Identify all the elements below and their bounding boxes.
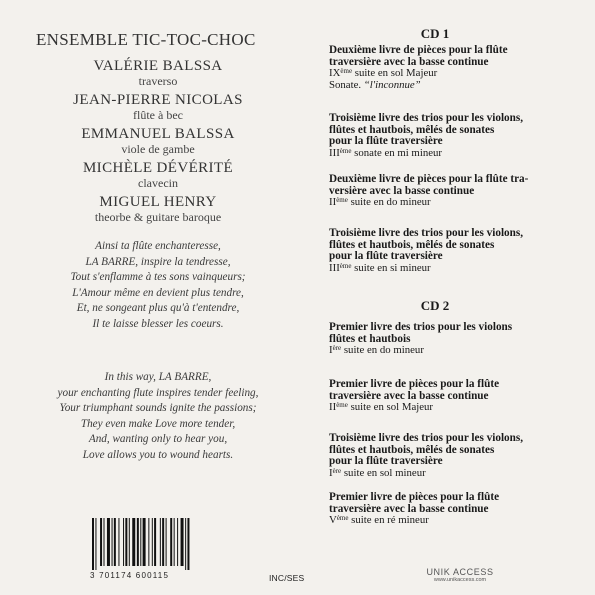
musician-instrument: flûte à bec xyxy=(133,108,183,122)
ordinal-suffix: ème xyxy=(339,146,352,155)
barcode-bar xyxy=(181,518,184,566)
track-detail-line xyxy=(329,515,569,527)
track-title-line: pour la flûte traversière xyxy=(329,250,443,262)
track-detail-text: suite en do mineur xyxy=(341,344,424,356)
track-detail-text: suite en do mineur xyxy=(347,196,431,208)
poem-line: Et, ne songeant plus qu'à t'entendre, xyxy=(76,302,240,314)
track-entry xyxy=(329,45,569,91)
track-entry xyxy=(329,322,569,357)
poem-line: In this way, LA BARRE, xyxy=(104,371,212,383)
musician xyxy=(30,194,286,224)
barcode-bar xyxy=(114,518,116,566)
track-detail-prefix: V xyxy=(329,514,337,526)
track-title-line: Troisième livre des trios pour les violons, xyxy=(329,227,524,239)
musician xyxy=(30,160,286,190)
poem-line: Ainsi ta flûte enchanteresse, xyxy=(95,240,221,252)
unik-access-logo xyxy=(415,567,505,583)
musician-instrument: clavecin xyxy=(138,176,178,190)
track-entry xyxy=(329,492,569,527)
barcode-bars xyxy=(90,518,220,570)
track-detail-prefix: II xyxy=(329,401,337,413)
barcode-bar xyxy=(166,518,167,566)
track-detail-text: suite en si mineur xyxy=(351,261,431,274)
barcode-bar xyxy=(152,518,153,566)
poem-line: Your triumphant sounds ignite the passions; xyxy=(59,402,257,414)
track-detail-prefix: II xyxy=(329,196,337,208)
track-detail-text: suite en sol mineur xyxy=(341,466,426,479)
track-title-line: flûtes et hautbois xyxy=(329,332,411,345)
barcode-number: 3 701174 600115 xyxy=(90,571,170,580)
track-detail-text: suite en ré mineur xyxy=(348,514,429,526)
barcode-bar xyxy=(104,518,105,566)
track-entry xyxy=(329,228,569,274)
barcode-bar xyxy=(92,518,94,570)
track-title-line: traversière avec la basse continue xyxy=(329,55,489,68)
barcode-bar xyxy=(132,518,135,566)
ordinal-suffix: ère xyxy=(332,344,342,352)
track-detail-line xyxy=(329,402,569,414)
musician-name: MICHÈLE DÉVÉRITÉ xyxy=(82,160,234,176)
track-title-line: flûtes et hautbois, mêlés de sonates xyxy=(329,123,495,136)
barcode-bar xyxy=(187,518,189,570)
musician-name: JEAN-PIERRE NICOLAS xyxy=(73,92,243,108)
musician xyxy=(30,92,286,122)
musician-name: MIGUEL HENRY xyxy=(99,194,217,210)
barcode-bar xyxy=(148,518,149,566)
track-detail-text: sonate en mi mineur xyxy=(351,146,443,159)
track-detail-prefix: I xyxy=(329,466,333,479)
ordinal-suffix: ème xyxy=(336,401,348,409)
barcode-bar xyxy=(112,518,113,566)
track-entry xyxy=(329,379,569,414)
track-entry xyxy=(329,433,569,479)
barcode-bar xyxy=(95,518,96,570)
barcode-bar xyxy=(143,518,146,566)
track-title-line: traversière avec la basse continue xyxy=(329,389,489,402)
barcode-bar xyxy=(170,518,172,566)
track-title-line: Premier livre des trios pour les violons xyxy=(329,321,513,333)
track-title-line: flûtes et hautbois, mêlés de sonates xyxy=(329,238,495,251)
track-title-line: pour la flûte traversière xyxy=(329,455,443,467)
track-entry xyxy=(329,113,569,159)
barcode-bar xyxy=(100,518,102,566)
track-title-line: Premier livre de pièces pour la flûte xyxy=(329,378,500,390)
cd1-heading: CD 1 xyxy=(420,26,450,41)
unik-access-url: www.unikaccess.com xyxy=(433,577,487,583)
track-title-line: traversière avec la basse continue xyxy=(329,502,489,515)
barcode-bar xyxy=(185,518,186,570)
track-detail-prefix: III xyxy=(329,261,340,274)
ordinal-suffix: ème xyxy=(336,514,349,522)
barcode-bar xyxy=(160,518,161,566)
musician-list xyxy=(30,58,286,228)
barcode-bar xyxy=(154,518,156,566)
barcode-bar xyxy=(162,518,164,566)
track-title-line: Deuxième livre de pièces pour la flûte tra- xyxy=(329,173,529,185)
ensemble-title: ENSEMBLE TIC-TOC-CHOC xyxy=(36,30,256,49)
poem-line: your enchanting flute inspires tender feeling, xyxy=(57,386,259,399)
track-detail-text: suite en sol Majeur xyxy=(347,401,434,413)
track-detail-line xyxy=(329,345,569,357)
ordinal-suffix: ème xyxy=(339,261,352,270)
track-title-line: flûtes et hautbois, mêlés de sonates xyxy=(329,443,495,456)
track-entry xyxy=(329,174,569,209)
track-title-line: Deuxième livre de pièces pour la flûte xyxy=(329,44,508,56)
inc-ses-logo: INC/SES xyxy=(269,573,305,583)
track-title-line: versière avec la basse continue xyxy=(329,184,475,197)
cd2-heading: CD 2 xyxy=(420,298,450,313)
track-detail-prefix: III xyxy=(329,146,340,159)
poem-english xyxy=(30,370,286,463)
musician-instrument: theorbe & guitare baroque xyxy=(94,210,222,224)
ordinal-suffix: ère xyxy=(332,466,342,475)
barcode-bar xyxy=(123,518,124,566)
barcode-bar xyxy=(174,518,175,566)
track-title-line: Troisième livre des trios pour les violons, xyxy=(329,112,524,124)
barcode-bar xyxy=(140,518,141,566)
track-title-line: Troisième livre des trios pour les violons, xyxy=(329,432,524,444)
barcode-bar xyxy=(107,518,110,566)
barcode-bar xyxy=(118,518,119,566)
musician-name: VALÉRIE BALSSA xyxy=(93,58,223,74)
track-detail-line xyxy=(329,468,569,480)
musician-instrument: traverso xyxy=(138,74,178,88)
ordinal-suffix: ème xyxy=(336,196,348,204)
track-detail-text: suite en sol Majeur xyxy=(352,67,438,79)
track-title-line: pour la flûte traversière xyxy=(329,135,443,147)
poem-french xyxy=(30,239,286,332)
barcode-bar xyxy=(137,518,139,566)
poem-line: Il te laisse blesser les coeurs. xyxy=(92,317,224,330)
musician-instrument: viole de gambe xyxy=(121,142,195,156)
poem-line: L'Amour même en devient plus tendre, xyxy=(72,286,244,299)
musician xyxy=(30,126,286,156)
barcode-bar xyxy=(125,518,127,566)
barcode-bar xyxy=(177,518,178,566)
barcode-bar xyxy=(129,518,130,566)
barcode xyxy=(90,518,220,580)
poem-line: They even make Love more tender, xyxy=(80,417,236,430)
musician xyxy=(30,58,286,88)
track-detail-prefix: Sonate. xyxy=(329,78,364,91)
unik-access-name: UNIK ACCESS xyxy=(426,567,494,577)
track-detail-prefix: IX xyxy=(329,67,341,79)
musician-name: EMMANUEL BALSSA xyxy=(81,126,235,142)
track-subtitle: “l'inconnue” xyxy=(363,78,421,91)
track-detail-line xyxy=(329,263,569,275)
poem-line: Tout s'enflamme à tes sons vainqueurs; xyxy=(70,271,246,283)
track-detail-line xyxy=(329,148,569,160)
poem-line: And, wanting only to hear you, xyxy=(88,433,228,445)
track-detail-line xyxy=(329,197,569,209)
track-detail-line xyxy=(329,80,569,92)
track-title-line: Premier livre de pièces pour la flûte xyxy=(329,491,500,503)
poem-line: LA BARRE, inspire la tendresse, xyxy=(85,255,231,268)
poem-line: Love allows you to wound hearts. xyxy=(82,448,234,461)
ordinal-suffix: ème xyxy=(340,67,353,75)
track-detail-prefix: I xyxy=(329,344,333,356)
